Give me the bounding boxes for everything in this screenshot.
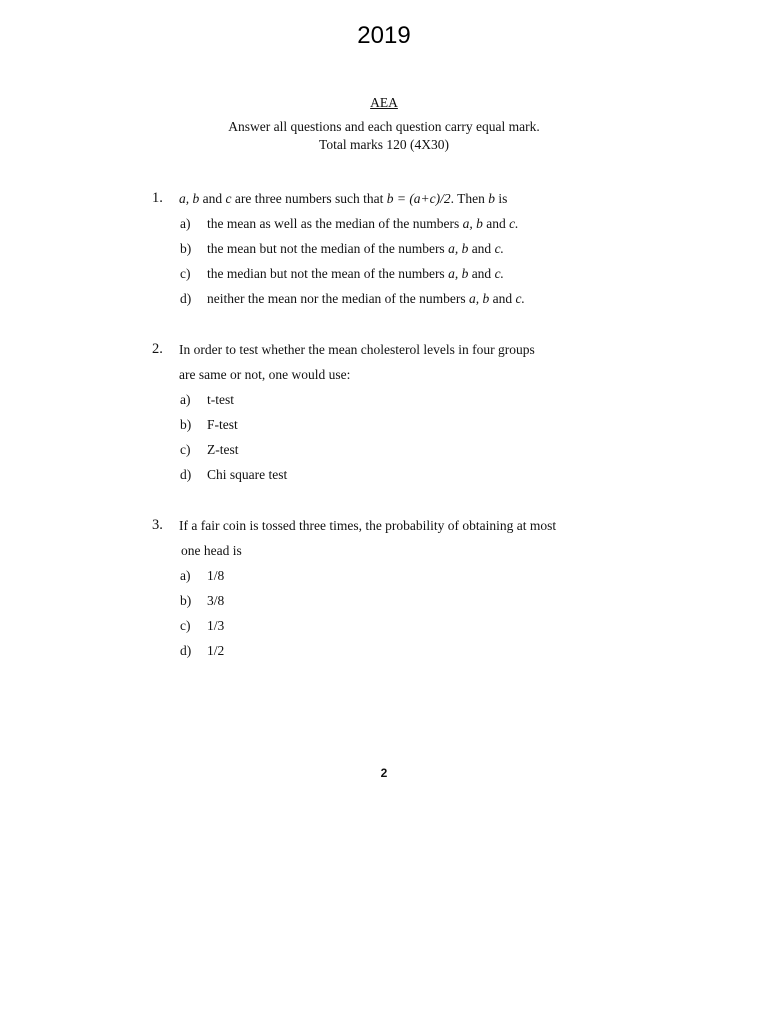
option-c[interactable] (180, 437, 612, 462)
stem-text: are three numbers such that (231, 191, 387, 206)
option-label: b) (180, 417, 192, 432)
option-a[interactable] (180, 211, 612, 236)
question-1-stem (152, 186, 612, 211)
option-text: F-test (207, 417, 238, 432)
option-text: neither the mean nor the median of the numbers a, b and c. (207, 291, 525, 306)
question-1 (152, 186, 612, 311)
subject-title: AEA (370, 95, 398, 110)
option-label: a) (180, 392, 191, 407)
question-3 (152, 513, 612, 663)
year-heading: 2019 (357, 22, 411, 49)
option-label: b) (180, 241, 192, 256)
option-label: b) (180, 593, 192, 608)
option-d[interactable] (180, 462, 612, 487)
question-2-stem-cont (152, 362, 612, 387)
question-text-line-2: one head is (181, 543, 242, 558)
question-number: 3. (152, 517, 163, 533)
option-a[interactable] (180, 563, 612, 588)
variable-text: a, b (179, 191, 200, 206)
option-text: the mean as well as the median of the numbers a, b and c. (207, 216, 519, 231)
option-text: the median but not the mean of the numbers a, b and c. (207, 266, 504, 281)
option-label: a) (180, 568, 191, 583)
option-d[interactable] (180, 286, 612, 311)
question-text-line-2: are same or not, one would use: (179, 367, 351, 382)
option-text: 1/2 (207, 643, 225, 658)
option-text: Z-test (207, 442, 239, 457)
option-label: a) (180, 216, 191, 231)
stem-text: . Then (450, 191, 489, 206)
equation-text: b = (a+c)/2 (386, 191, 451, 206)
option-label: c) (180, 442, 191, 457)
question-text-line-1: If a fair coin is tossed three times, the probability of obtaining at most (179, 518, 557, 533)
instruction-text: Answer all questions and each question carry equal mark. (228, 119, 540, 134)
question-3-stem (152, 513, 612, 538)
option-d[interactable] (180, 638, 612, 663)
option-b[interactable] (180, 412, 612, 437)
question-2 (152, 337, 612, 487)
question-text-line-1: In order to test whether the mean cholesterol levels in four groups (179, 342, 535, 357)
option-b[interactable] (180, 588, 612, 613)
question-text (179, 186, 612, 211)
option-text: the mean but not the median of the numbers a, b and c. (207, 241, 504, 256)
option-b[interactable] (180, 236, 612, 261)
option-label: c) (180, 618, 191, 633)
option-text: 3/8 (207, 593, 225, 608)
stem-text: and (199, 191, 226, 206)
question-number: 2. (152, 341, 163, 357)
option-a[interactable] (180, 387, 612, 412)
option-text: 1/8 (207, 568, 225, 583)
option-label: d) (180, 643, 192, 658)
page-number: 2 (380, 766, 388, 780)
total-marks-text: Total marks 120 (4X30) (319, 137, 449, 152)
stem-text: is (495, 191, 508, 206)
question-2-stem (152, 337, 612, 362)
option-c[interactable] (180, 613, 612, 638)
variable-text: b (488, 191, 496, 206)
option-label: d) (180, 291, 192, 306)
option-label: d) (180, 467, 192, 482)
question-3-stem-cont (152, 538, 612, 563)
variable-text: c (225, 191, 232, 206)
option-text: 1/3 (207, 618, 225, 633)
option-c[interactable] (180, 261, 612, 286)
exam-header (0, 94, 768, 154)
option-text: t-test (207, 392, 234, 407)
option-text: Chi square test (207, 467, 288, 482)
question-number: 1. (152, 190, 163, 206)
option-label: c) (180, 266, 191, 281)
